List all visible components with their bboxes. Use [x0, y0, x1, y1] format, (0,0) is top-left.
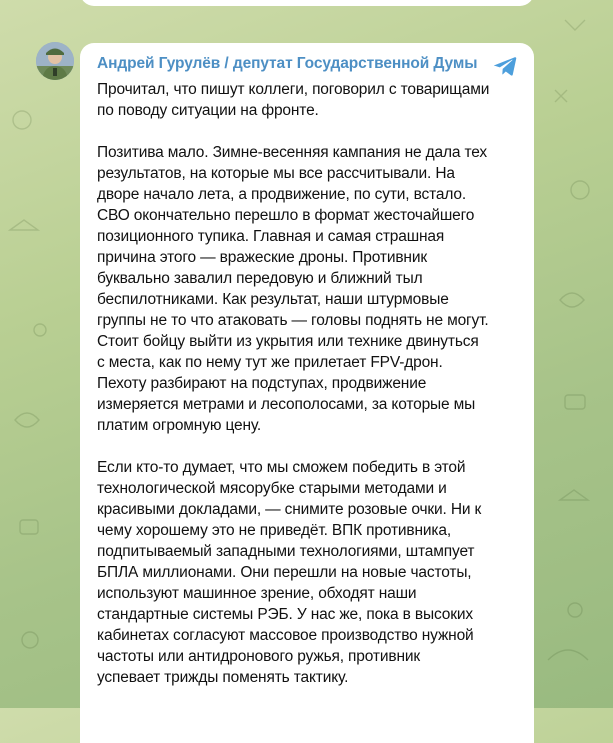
avatar-image: [36, 42, 74, 80]
telegram-plane-icon[interactable]: [492, 53, 518, 79]
previous-message-bubble: [80, 0, 534, 6]
message-text: [97, 79, 523, 709]
channel-avatar[interactable]: [36, 42, 74, 80]
channel-name[interactable]: Андрей Гурулёв / депутат Государственной Думы: [97, 55, 478, 72]
message-paragraph-2: Позитива мало. Зимне-весенняя кампания не дала тех результатов, на которые мы все рассчитывали. На дворе начало лета, а продвижение, по сути, встало. СВО окончательно перешло в формат жесточайшего позиционного тупика. Главная и самая страшная причина этого — вражеские дроны. Противник буквально завалил передовую и ближний тыл беспилотниками. Как результат, наши штурмовые группы не то что атаковать — головы поднять не могут. Стоит бойцу выйти из укрытия или технике двинуться с места, как по нему тут же прилетает FPV-дрон. Пехоту разбирают на подступах, продвижение измеряется метрами и лесополосами, за которые мы платим огромную цену.: [97, 144, 489, 434]
message-bubble: [80, 43, 534, 743]
message-paragraph-1: Прочитал, что пишут коллеги, поговорил с товарищами по поводу ситуации на фронте.: [97, 81, 490, 119]
message-header: [97, 53, 517, 77]
message-paragraph-3: Если кто-то думает, что мы сможем победить в этой технологической мясорубке старыми методами и красивыми докладами, — снимите розовые очки. Ни к чему хорошему это не приведёт. ВПК противника, подпитываемый западными технологиями, штампует БПЛА миллионами. Они перешли на новые частоты, используют машинное зрение, обходят наши стандартные системы РЭБ. У нас же, пока в высоких кабинетах согласуют массовое производство нужной частоты или антидронового ружья, противник успевает трижды поменять тактику.: [97, 459, 482, 686]
